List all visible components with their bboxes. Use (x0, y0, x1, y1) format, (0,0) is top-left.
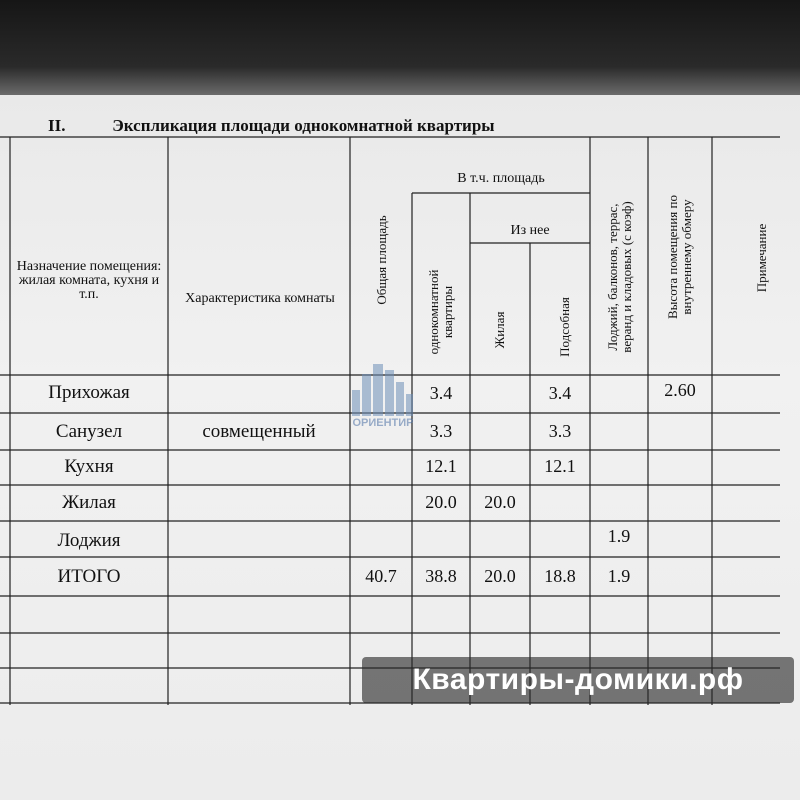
row-name-5: Лоджия (57, 530, 121, 551)
row-apartment-4: 20.0 (425, 492, 457, 512)
building-logo-icon (348, 360, 418, 428)
row-living-total: 20.0 (484, 566, 516, 586)
row-loggia-total: 1.9 (607, 566, 631, 586)
section-title: Экспликация площади однокомнатной квартиры (112, 116, 495, 135)
row-apartment-1: 3.4 (429, 383, 453, 403)
row-characteristic-2: совмещенный (202, 421, 316, 442)
watermark-banner: Квартиры-домики.рф (362, 657, 794, 703)
row-name-total: ИТОГО (57, 566, 121, 587)
row-name-3: Кухня (64, 456, 114, 477)
row-name-4: Жилая (62, 492, 116, 513)
row-total-area: 40.7 (365, 566, 397, 586)
row-apartment-total: 38.8 (425, 566, 457, 586)
row-loggia-5: 1.9 (607, 526, 631, 546)
row-height-1: 2.60 (664, 380, 696, 400)
col-header-total-area: Общая площадь (374, 215, 389, 305)
col-header-note: Примечание (754, 223, 769, 293)
col-header-purpose: Назначение помещения: жилая комната, кухня и т.п. (16, 259, 162, 302)
logo-text: ОРИЕНТИР (352, 417, 414, 428)
row-auxiliary-2: 3.3 (548, 421, 572, 441)
col-header-characteristic: Характеристика комнаты (185, 291, 335, 306)
col-header-loggia: Лоджий, балконов, террас, веранд и кладовых (с коэф) (605, 201, 634, 353)
col-header-auxiliary: Подсобная (557, 297, 572, 357)
col-header-apartment-area: однокомнатной квартиры (426, 269, 455, 355)
col-header-incl-area: В т.ч. площадь (457, 171, 545, 186)
row-living-4: 20.0 (484, 492, 516, 512)
col-header-living: Жилая (492, 311, 507, 349)
row-name-2: Санузел (55, 421, 123, 442)
col-header-of-which: Из нее (510, 223, 550, 238)
row-auxiliary-3: 12.1 (544, 456, 576, 476)
row-apartment-2: 3.3 (429, 421, 453, 441)
row-auxiliary-total: 18.8 (544, 566, 576, 586)
row-apartment-3: 12.1 (425, 456, 457, 476)
row-name-1: Прихожая (48, 382, 130, 403)
row-auxiliary-1: 3.4 (548, 383, 572, 403)
section-number: II. (48, 116, 66, 135)
col-header-height: Высота помещения по внутреннему обмеру (665, 195, 694, 319)
